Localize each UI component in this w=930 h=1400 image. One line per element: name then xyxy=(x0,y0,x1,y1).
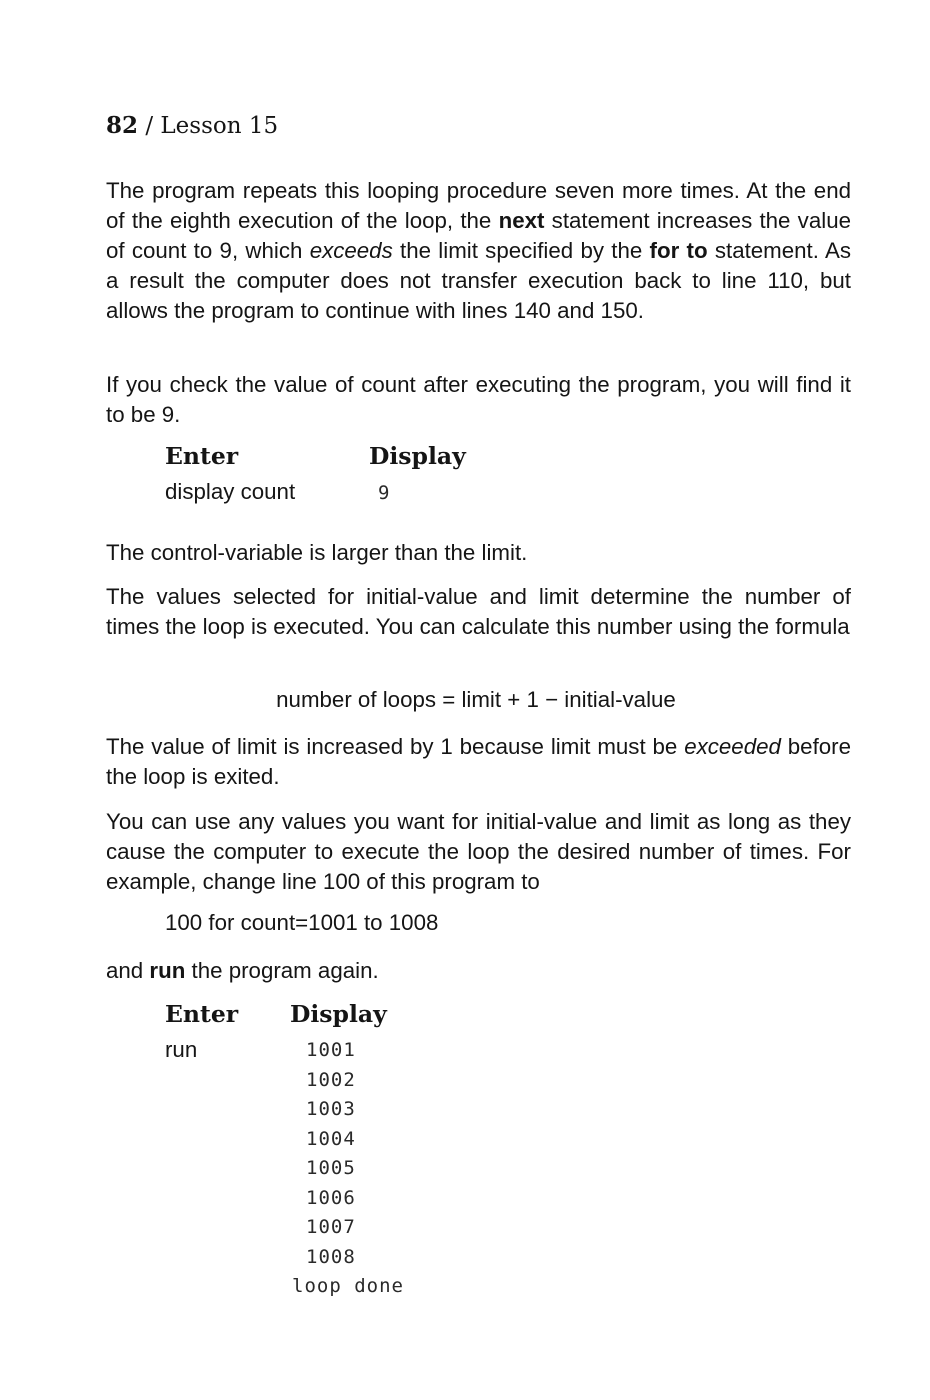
table1-display-header: Display xyxy=(369,442,466,470)
text: statement increases the value of count to 9, which xyxy=(106,208,851,263)
output-line: 1006 xyxy=(306,1186,356,1209)
keyword-next: next xyxy=(498,208,545,233)
paragraph-7 xyxy=(106,956,851,986)
paragraph-6: You can use any values you want for initial-value and limit as long as they cause the computer to execute the loop the desired number of times. For example, change line 100 of this program to xyxy=(106,809,851,894)
code-line: 100 for count=1001 to 1008 xyxy=(165,910,439,935)
paragraph-1 xyxy=(106,176,851,326)
formula: number of loops = limit + 1 − initial-value xyxy=(276,687,676,712)
paragraph-3: The control-variable is larger than the limit. xyxy=(106,540,528,565)
output-line: 1001 xyxy=(306,1039,356,1061)
keyword-for-to: for to xyxy=(649,238,708,263)
table1-display-value: 9 xyxy=(378,482,391,504)
text: before the loop is exited. xyxy=(106,734,852,789)
output-line: 1007 xyxy=(306,1216,356,1238)
paragraph-4: The values selected for initial-value and limit determine the number of times the loop is executed. You can calculate this number using the formula xyxy=(106,584,851,639)
table1-enter-header: Enter xyxy=(165,442,239,470)
output-line: 1003 xyxy=(306,1098,356,1120)
emphasis-exceeded: exceeded xyxy=(684,734,781,759)
text: the program again. xyxy=(185,958,379,983)
text: and xyxy=(106,958,150,983)
text: The value of limit is increased by 1 because limit must be xyxy=(106,734,685,759)
section-title: Lesson 15 xyxy=(160,113,279,139)
page-number: 82 xyxy=(106,112,139,139)
table2-enter-value: run xyxy=(165,1037,198,1062)
output-line: 1005 xyxy=(306,1157,356,1179)
paragraph-5 xyxy=(106,732,851,792)
header-separator: / xyxy=(138,113,161,139)
text: statement. As a result the computer does not transfer execution back to line 110, but allows the program to continue with lines 140 and 150. xyxy=(106,238,852,323)
text: The program repeats this looping procedure seven more times. At the end of the eighth execution of the loop, the xyxy=(106,178,851,233)
paragraph-2: If you check the value of count after executing the program, you will find it to be 9. xyxy=(106,372,851,427)
table2-display-header: Display xyxy=(290,1000,387,1028)
table2-enter-header: Enter xyxy=(165,1000,239,1028)
output-line: loop done xyxy=(292,1275,404,1297)
output-line: 1008 xyxy=(306,1245,356,1268)
text: the limit specified by the xyxy=(392,238,650,263)
page-header xyxy=(106,112,278,139)
output-line: 1002 xyxy=(306,1068,356,1091)
table1-enter-value: display count xyxy=(165,479,296,504)
emphasis-exceeds: exceeds xyxy=(309,238,393,263)
display-output-list xyxy=(292,1036,404,1302)
keyword-run: run xyxy=(149,958,186,983)
output-line: 1004 xyxy=(306,1127,356,1150)
